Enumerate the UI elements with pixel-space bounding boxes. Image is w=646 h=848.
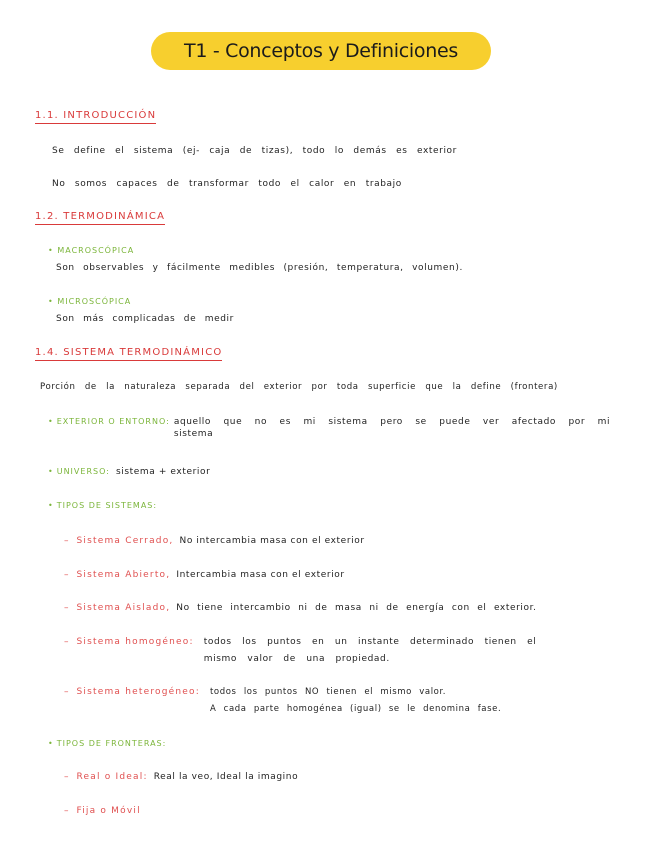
macro-item [48, 245, 134, 257]
sistema-homogeneo-label: Sistema homogéneo: [76, 637, 194, 647]
sistema-homogeneo-text-2: mismo valor de una propiedad. [203, 654, 390, 664]
sistema-cerrado-label: Sistema Cerrado, [76, 536, 174, 546]
tipos-sistemas-label: TIPOS DE SISTEMAS: [56, 501, 158, 510]
sistema-heterogeneo-item [64, 686, 501, 715]
bullet-icon: • [48, 739, 53, 748]
exterior-label: EXTERIOR O ENTORNO: [56, 417, 170, 426]
dash-icon: – [64, 772, 69, 782]
tipos-fronteras-label: TIPOS DE FRONTERAS: [56, 739, 167, 748]
frontera-fija-item [64, 805, 141, 817]
micro-text: Son más complicadas de medir [56, 314, 234, 324]
sistema-abierto-label: Sistema Abierto, [76, 570, 171, 580]
bullet-icon: • [48, 417, 53, 426]
exterior-item [48, 416, 618, 440]
dash-icon: – [64, 570, 69, 580]
bullet-icon: • [48, 467, 53, 476]
tipos-fronteras-item [48, 738, 166, 750]
dash-icon: – [64, 536, 69, 546]
frontera-real-text: Real la veo, Ideal la imagino [153, 772, 299, 782]
macro-text: Son observables y fácilmente medibles (presión, temperatura, volumen). [56, 263, 463, 273]
sistema-aislado-text: No tiene intercambio ni de masa ni de energía con el exterior. [176, 603, 537, 613]
sistema-cerrado-text: No intercambia masa con el exterior [179, 536, 365, 546]
universo-label: UNIVERSO: [56, 467, 110, 476]
frontera-fija-label: Fija o Móvil [76, 806, 141, 816]
dash-icon: – [64, 603, 69, 613]
section-heading-introduccion: 1.1. INTRODUCCIÓN [35, 110, 156, 124]
sistema-homogeneo-item [64, 636, 536, 665]
sistema-intro: Porción de la naturaleza separada del exterior por toda superficie que la define (frontera) [40, 382, 558, 392]
universo-text: sistema + exterior [115, 467, 211, 477]
sistema-heterogeneo-label: Sistema heterogéneo: [76, 687, 200, 697]
dash-icon: – [64, 687, 69, 697]
bullet-icon: • [48, 501, 53, 510]
intro-line-2: No somos capaces de transformar todo el calor en trabajo [52, 179, 402, 189]
sistema-abierto-item [64, 569, 345, 581]
frontera-real-item [64, 771, 298, 783]
sistema-cerrado-item [64, 535, 365, 547]
sistema-aislado-item [64, 602, 537, 614]
dash-icon: – [64, 637, 69, 647]
micro-item [48, 296, 131, 308]
universo-item [48, 466, 210, 478]
sistema-abierto-text: Intercambia masa con el exterior [176, 570, 345, 580]
sistema-heterogeneo-text-2: A cada parte homogénea (igual) se le denomina fase. [209, 704, 502, 714]
bullet-icon: • [48, 297, 54, 306]
page-title: T1 - Conceptos y Definiciones [151, 32, 491, 70]
bullet-icon: • [48, 246, 54, 255]
intro-line-1: Se define el sistema (ej- caja de tizas), todo lo demás es exterior [52, 146, 457, 156]
tipos-sistemas-item [48, 500, 157, 512]
section-heading-termodinamica: 1.2. TERMODINÁMICA [35, 211, 165, 225]
section-heading-sistema: 1.4. SISTEMA TERMODINÁMICO [35, 347, 222, 361]
dash-icon: – [64, 806, 69, 816]
sistema-homogeneo-text: todos los puntos en un instante determinado tienen el [203, 637, 537, 647]
sistema-heterogeneo-text: todos los puntos NO tienen el mismo valor. [209, 687, 447, 697]
macro-label: MACROSCÓPICA [57, 246, 135, 255]
sistema-aislado-label: Sistema Aislado, [76, 603, 171, 613]
exterior-text: aquello que no es mi sistema pero se puede ver afectado por mi sistema [173, 417, 611, 439]
frontera-real-label: Real o Ideal: [76, 772, 148, 782]
micro-label: MICROSCÓPICA [57, 297, 132, 306]
